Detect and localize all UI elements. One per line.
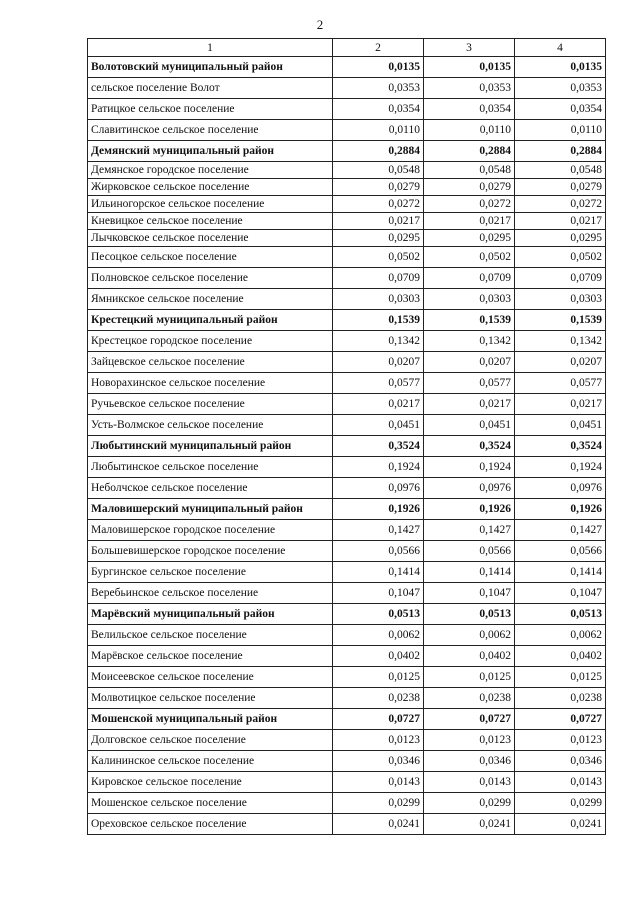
settlement-row — [88, 478, 606, 499]
value-col-2: 0,0295 — [333, 230, 424, 247]
district-row — [88, 57, 606, 78]
table-body — [88, 57, 606, 835]
table-header-row — [88, 39, 606, 57]
value-col-4: 0,0217 — [515, 213, 606, 230]
name-cell: Калининское сельское поселение — [88, 751, 333, 772]
value-col-3: 0,0299 — [424, 793, 515, 814]
name-cell: Песоцкое сельское поселение — [88, 247, 333, 268]
settlement-row — [88, 331, 606, 352]
name-cell: Лычковское сельское поселение — [88, 230, 333, 247]
value-col-2: 0,0135 — [333, 57, 424, 78]
settlement-row — [88, 247, 606, 268]
value-col-2: 0,0502 — [333, 247, 424, 268]
value-col-2: 0,1047 — [333, 583, 424, 604]
value-col-4: 0,2884 — [515, 141, 606, 162]
name-cell: Ореховское сельское поселение — [88, 814, 333, 835]
settlement-row — [88, 99, 606, 120]
value-col-3: 0,0207 — [424, 352, 515, 373]
settlement-row — [88, 541, 606, 562]
value-col-4: 0,1342 — [515, 331, 606, 352]
settlement-row — [88, 162, 606, 179]
value-col-2: 0,0709 — [333, 268, 424, 289]
value-col-3: 0,0727 — [424, 709, 515, 730]
name-cell: Маловишерское городское поселение — [88, 520, 333, 541]
value-col-3: 0,0513 — [424, 604, 515, 625]
settlement-row — [88, 646, 606, 667]
value-col-4: 0,0279 — [515, 179, 606, 196]
name-cell: Кировское сельское поселение — [88, 772, 333, 793]
value-col-4: 0,0135 — [515, 57, 606, 78]
value-col-4: 0,0976 — [515, 478, 606, 499]
value-col-3: 0,0272 — [424, 196, 515, 213]
value-col-3: 0,0062 — [424, 625, 515, 646]
settlement-row — [88, 667, 606, 688]
value-col-2: 0,0303 — [333, 289, 424, 310]
value-col-4: 0,1414 — [515, 562, 606, 583]
value-col-4: 0,0143 — [515, 772, 606, 793]
district-row — [88, 436, 606, 457]
value-col-3: 0,0279 — [424, 179, 515, 196]
value-col-3: 0,0241 — [424, 814, 515, 835]
name-cell: Марёвский муниципальный район — [88, 604, 333, 625]
value-col-2: 0,1414 — [333, 562, 424, 583]
value-col-4: 0,0207 — [515, 352, 606, 373]
district-row — [88, 141, 606, 162]
name-cell: Кневицкое сельское поселение — [88, 213, 333, 230]
value-col-2: 0,0241 — [333, 814, 424, 835]
value-col-4: 0,0354 — [515, 99, 606, 120]
column-header: 2 — [333, 39, 424, 57]
settlement-row — [88, 730, 606, 751]
value-col-3: 0,0402 — [424, 646, 515, 667]
settlement-row — [88, 772, 606, 793]
settlement-row — [88, 394, 606, 415]
settlement-row — [88, 289, 606, 310]
value-col-2: 0,0976 — [333, 478, 424, 499]
value-col-2: 0,0207 — [333, 352, 424, 373]
value-col-2: 0,0238 — [333, 688, 424, 709]
value-col-4: 0,0303 — [515, 289, 606, 310]
value-col-3: 0,1342 — [424, 331, 515, 352]
value-col-4: 0,0346 — [515, 751, 606, 772]
value-col-4: 0,1427 — [515, 520, 606, 541]
value-col-2: 0,1427 — [333, 520, 424, 541]
name-cell: Ратицкое сельское поселение — [88, 99, 333, 120]
value-col-4: 0,0125 — [515, 667, 606, 688]
settlement-row — [88, 520, 606, 541]
value-col-4: 0,0241 — [515, 814, 606, 835]
name-cell: сельское поселение Волот — [88, 78, 333, 99]
value-col-2: 0,0566 — [333, 541, 424, 562]
value-col-3: 0,0135 — [424, 57, 515, 78]
value-col-3: 0,0125 — [424, 667, 515, 688]
name-cell: Волотовский муниципальный район — [88, 57, 333, 78]
settlement-row — [88, 78, 606, 99]
district-row — [88, 709, 606, 730]
value-col-3: 0,0295 — [424, 230, 515, 247]
value-col-2: 0,0346 — [333, 751, 424, 772]
value-col-2: 0,0143 — [333, 772, 424, 793]
settlement-row — [88, 457, 606, 478]
value-col-2: 0,1342 — [333, 331, 424, 352]
value-col-3: 0,1427 — [424, 520, 515, 541]
name-cell: Славитинское сельское поселение — [88, 120, 333, 141]
name-cell: Любытинское сельское поселение — [88, 457, 333, 478]
name-cell: Большевишерское городское поселение — [88, 541, 333, 562]
settlement-row — [88, 373, 606, 394]
district-row — [88, 604, 606, 625]
value-col-2: 0,0272 — [333, 196, 424, 213]
value-col-4: 0,0217 — [515, 394, 606, 415]
name-cell: Долговское сельское поселение — [88, 730, 333, 751]
name-cell: Неболчское сельское поселение — [88, 478, 333, 499]
name-cell: Крестецкое городское поселение — [88, 331, 333, 352]
value-col-4: 0,0123 — [515, 730, 606, 751]
value-col-3: 0,0303 — [424, 289, 515, 310]
value-col-3: 0,0709 — [424, 268, 515, 289]
value-col-2: 0,0402 — [333, 646, 424, 667]
value-col-4: 0,0513 — [515, 604, 606, 625]
settlement-row — [88, 814, 606, 835]
name-cell: Маловишерский муниципальный район — [88, 499, 333, 520]
value-col-4: 0,1539 — [515, 310, 606, 331]
value-col-4: 0,1926 — [515, 499, 606, 520]
value-col-2: 0,0062 — [333, 625, 424, 646]
value-col-2: 0,0354 — [333, 99, 424, 120]
value-col-3: 0,1414 — [424, 562, 515, 583]
value-col-3: 0,0238 — [424, 688, 515, 709]
value-col-2: 0,1926 — [333, 499, 424, 520]
value-col-3: 0,0976 — [424, 478, 515, 499]
settlement-row — [88, 196, 606, 213]
value-col-2: 0,0513 — [333, 604, 424, 625]
name-cell: Усть-Волмское сельское поселение — [88, 415, 333, 436]
value-col-3: 0,1047 — [424, 583, 515, 604]
name-cell: Моисеевское сельское поселение — [88, 667, 333, 688]
value-col-3: 0,0502 — [424, 247, 515, 268]
value-col-4: 0,0295 — [515, 230, 606, 247]
value-col-4: 0,0110 — [515, 120, 606, 141]
column-header: 3 — [424, 39, 515, 57]
value-col-3: 0,0548 — [424, 162, 515, 179]
value-col-4: 0,3524 — [515, 436, 606, 457]
value-col-2: 0,2884 — [333, 141, 424, 162]
name-cell: Марёвское сельское поселение — [88, 646, 333, 667]
name-cell: Жирковское сельское поселение — [88, 179, 333, 196]
value-col-3: 0,0110 — [424, 120, 515, 141]
value-col-3: 0,0566 — [424, 541, 515, 562]
value-col-3: 0,0217 — [424, 213, 515, 230]
value-col-4: 0,1924 — [515, 457, 606, 478]
value-col-2: 0,0299 — [333, 793, 424, 814]
name-cell: Мошенское сельское поселение — [88, 793, 333, 814]
name-cell: Любытинский муниципальный район — [88, 436, 333, 457]
value-col-2: 0,0217 — [333, 394, 424, 415]
value-col-4: 0,0727 — [515, 709, 606, 730]
value-col-3: 0,0346 — [424, 751, 515, 772]
value-col-2: 0,0577 — [333, 373, 424, 394]
name-cell: Ильиногорское сельское поселение — [88, 196, 333, 213]
settlement-row — [88, 352, 606, 373]
column-header: 4 — [515, 39, 606, 57]
allocation-table — [87, 38, 606, 835]
name-cell: Демянский муниципальный район — [88, 141, 333, 162]
value-col-3: 0,2884 — [424, 141, 515, 162]
value-col-4: 0,0402 — [515, 646, 606, 667]
value-col-4: 0,1047 — [515, 583, 606, 604]
page-number: 2 — [316, 17, 324, 32]
value-col-3: 0,0217 — [424, 394, 515, 415]
settlement-row — [88, 415, 606, 436]
settlement-row — [88, 179, 606, 196]
value-col-3: 0,1539 — [424, 310, 515, 331]
value-col-3: 0,1926 — [424, 499, 515, 520]
name-cell: Зайцевское сельское поселение — [88, 352, 333, 373]
district-row — [88, 310, 606, 331]
value-col-3: 0,0123 — [424, 730, 515, 751]
settlement-row — [88, 562, 606, 583]
name-cell: Полновское сельское поселение — [88, 268, 333, 289]
name-cell: Ручьевское сельское поселение — [88, 394, 333, 415]
value-col-4: 0,0548 — [515, 162, 606, 179]
value-col-3: 0,0353 — [424, 78, 515, 99]
value-col-3: 0,0577 — [424, 373, 515, 394]
value-col-3: 0,1924 — [424, 457, 515, 478]
value-col-2: 0,1539 — [333, 310, 424, 331]
value-col-2: 0,0110 — [333, 120, 424, 141]
value-col-2: 0,0123 — [333, 730, 424, 751]
settlement-row — [88, 583, 606, 604]
value-col-4: 0,0062 — [515, 625, 606, 646]
value-col-4: 0,0577 — [515, 373, 606, 394]
value-col-4: 0,0451 — [515, 415, 606, 436]
value-col-2: 0,0125 — [333, 667, 424, 688]
value-col-3: 0,0451 — [424, 415, 515, 436]
settlement-row — [88, 751, 606, 772]
value-col-4: 0,0502 — [515, 247, 606, 268]
value-col-4: 0,0353 — [515, 78, 606, 99]
name-cell: Веребьинское сельское поселение — [88, 583, 333, 604]
value-col-2: 0,3524 — [333, 436, 424, 457]
value-col-2: 0,0548 — [333, 162, 424, 179]
value-col-2: 0,0451 — [333, 415, 424, 436]
value-col-2: 0,1924 — [333, 457, 424, 478]
value-col-2: 0,0727 — [333, 709, 424, 730]
name-cell: Крестецкий муниципальный район — [88, 310, 333, 331]
name-cell: Ямникское сельское поселение — [88, 289, 333, 310]
settlement-row — [88, 793, 606, 814]
settlement-row — [88, 120, 606, 141]
settlement-row — [88, 625, 606, 646]
value-col-3: 0,3524 — [424, 436, 515, 457]
value-col-2: 0,0353 — [333, 78, 424, 99]
name-cell: Молвотицкое сельское поселение — [88, 688, 333, 709]
value-col-2: 0,0217 — [333, 213, 424, 230]
settlement-row — [88, 213, 606, 230]
settlement-row — [88, 268, 606, 289]
name-cell: Мошенской муниципальный район — [88, 709, 333, 730]
settlement-row — [88, 230, 606, 247]
settlement-row — [88, 688, 606, 709]
value-col-4: 0,0709 — [515, 268, 606, 289]
value-col-3: 0,0143 — [424, 772, 515, 793]
column-header: 1 — [88, 39, 333, 57]
value-col-4: 0,0299 — [515, 793, 606, 814]
name-cell: Бургинское сельское поселение — [88, 562, 333, 583]
name-cell: Демянское городское поселение — [88, 162, 333, 179]
value-col-4: 0,0566 — [515, 541, 606, 562]
value-col-4: 0,0272 — [515, 196, 606, 213]
value-col-4: 0,0238 — [515, 688, 606, 709]
value-col-3: 0,0354 — [424, 99, 515, 120]
value-col-2: 0,0279 — [333, 179, 424, 196]
name-cell: Новорахинское сельское поселение — [88, 373, 333, 394]
district-row — [88, 499, 606, 520]
name-cell: Велильское сельское поселение — [88, 625, 333, 646]
